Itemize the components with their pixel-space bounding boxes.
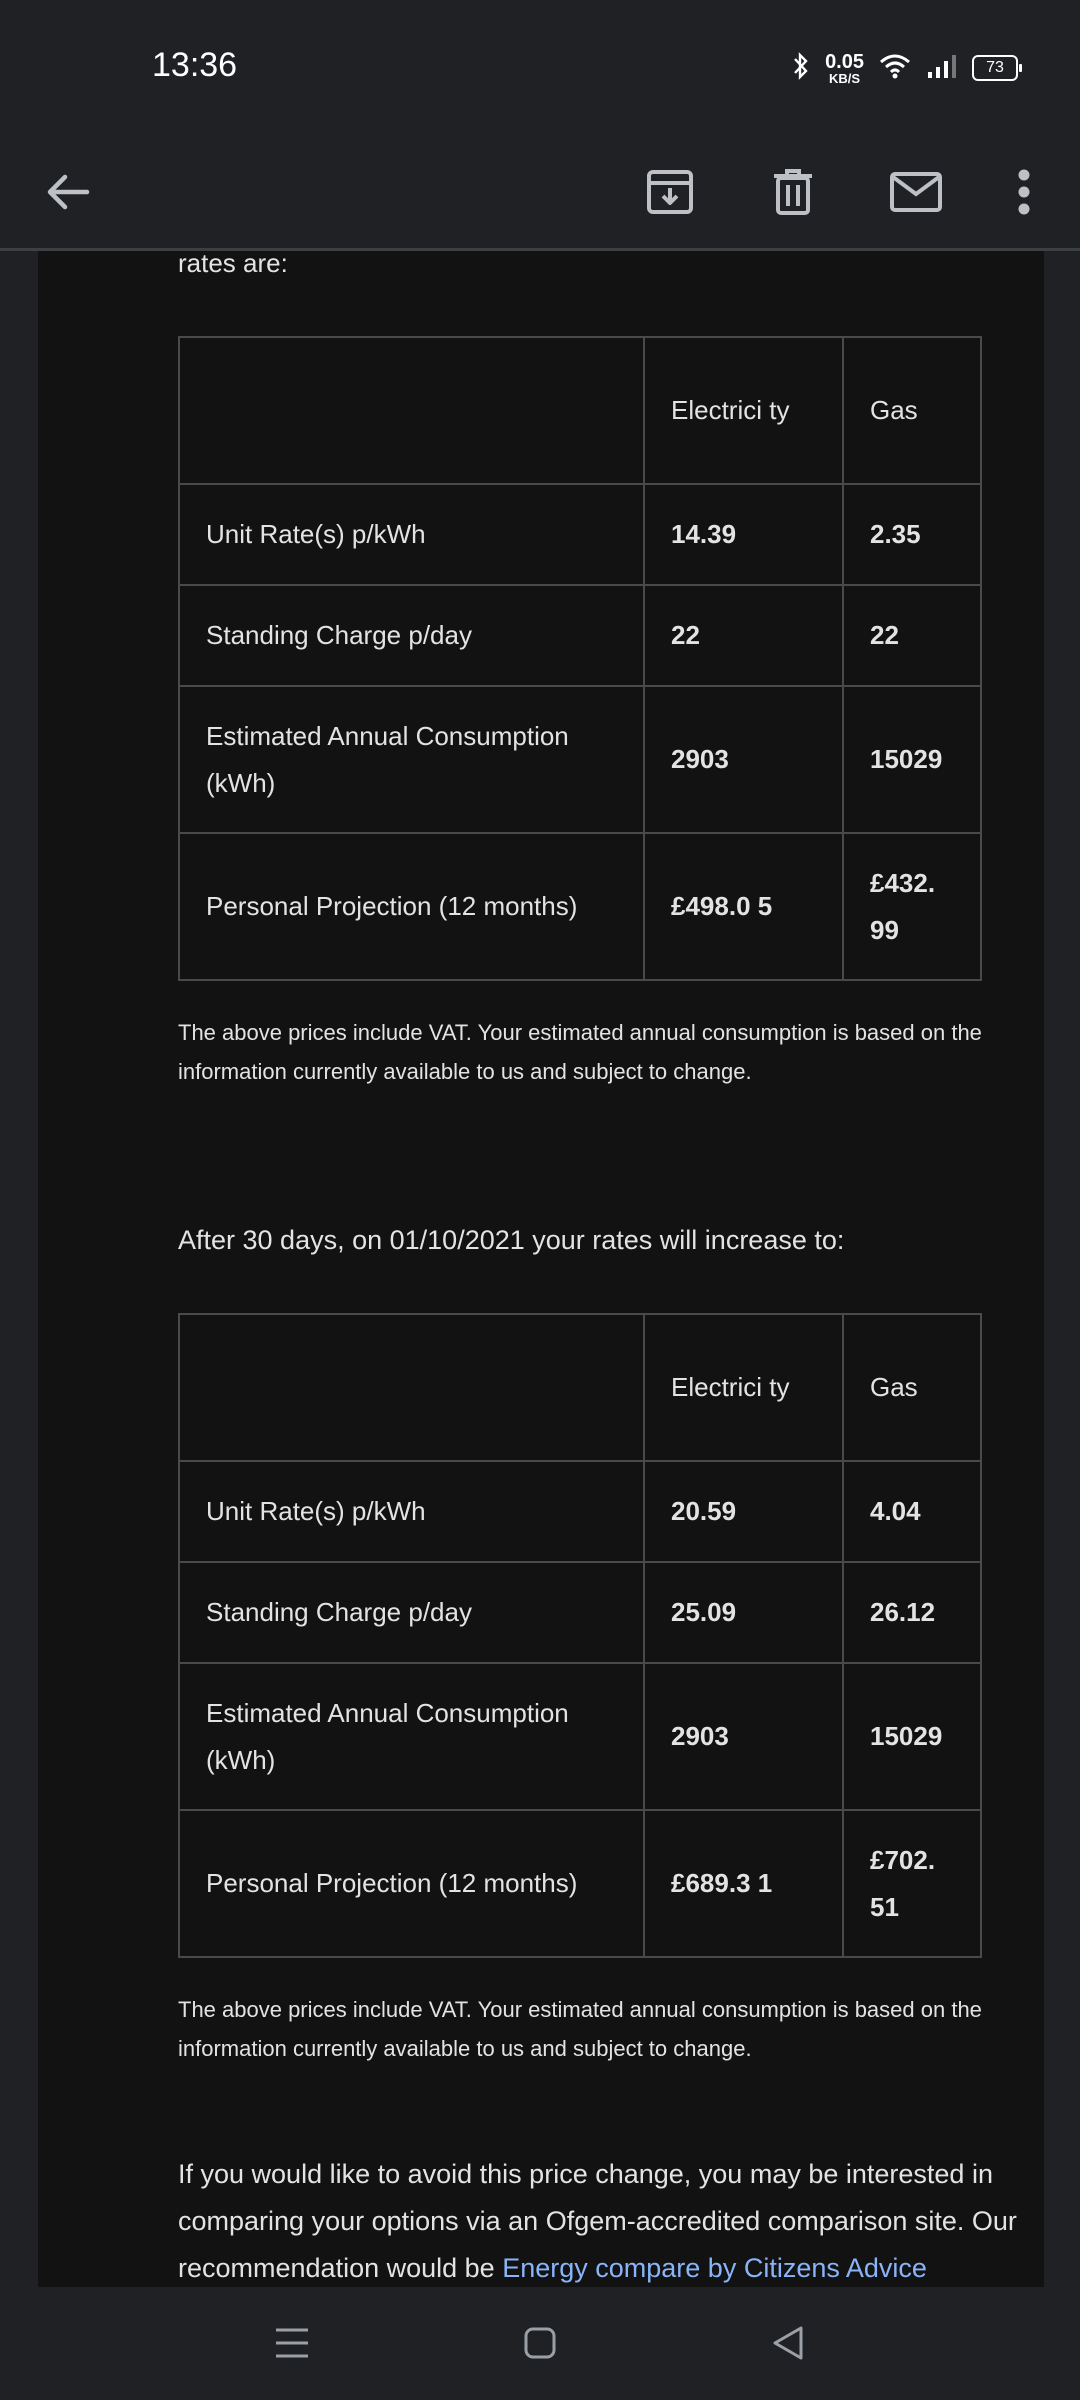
status-bar [0,0,1080,136]
electricity-value: 25.09 [644,1562,843,1663]
table-row [179,585,981,686]
electricity-value: 2903 [644,686,843,833]
current-rates-table [178,336,982,981]
row-label: Personal Projection (12 months) [179,833,644,980]
row-label: Personal Projection (12 months) [179,1810,644,1957]
battery-icon [972,55,1018,81]
electricity-value: £498.0 5 [644,833,843,980]
vat-note: The above prices include VAT. Your estimated annual consumption is based on the information currently available to us and subject to change. [178,1997,982,2061]
nav-back-icon[interactable] [756,2317,820,2369]
table-row [179,1562,981,1663]
electricity-value: £689.3 1 [644,1810,843,1957]
closing-text: If you would like to avoid this price change, you may be interested in comparing your options via an Ofgem-accredited comparison site. Our recommendation would be [178,2159,1017,2283]
electricity-value: 14.39 [644,484,843,585]
gas-value: £702. 51 [843,1810,981,1957]
gas-value: 2.35 [843,484,981,585]
email-body [38,251,1044,2287]
mail-icon[interactable] [878,154,954,230]
email-content[interactable] [0,251,1080,2287]
status-time: 13:36 [152,46,238,84]
header-cell [179,337,644,484]
archive-icon[interactable] [632,154,708,230]
gas-value: 22 [843,585,981,686]
header-cell: Electrici ty [644,1314,843,1461]
row-label: Estimated Annual Consumption (kWh) [179,1663,644,1810]
row-label: Standing Charge p/day [179,1562,644,1663]
row-label: Standing Charge p/day [179,585,644,686]
header-cell: Gas [843,1314,981,1461]
trash-icon[interactable] [755,154,831,230]
recents-icon[interactable] [260,2317,324,2369]
vat-note: The above prices include VAT. Your estimated annual consumption is based on the information currently available to us and subject to change. [178,1020,982,1084]
gas-value: 15029 [843,686,981,833]
header-cell: Electrici ty [644,337,843,484]
row-label: Unit Rate(s) p/kWh [179,1461,644,1562]
network-speed [825,52,864,85]
citizens-advice-link[interactable]: Energy compare by Citizens Advice [502,2253,927,2283]
status-icons [791,48,1018,88]
table-row [179,484,981,585]
table-row [179,686,981,833]
battery-level: 73 [986,59,1004,76]
table-row [179,833,981,980]
intro-text: rates are: [178,251,288,278]
gas-value: 26.12 [843,1562,981,1663]
electricity-value: 22 [644,585,843,686]
new-rates-table [178,1313,982,1958]
bluetooth-icon [791,51,811,86]
arrow-back-icon[interactable] [30,154,106,230]
home-icon[interactable] [508,2317,572,2369]
table-row [179,1663,981,1810]
gas-value: 15029 [843,1663,981,1810]
gas-value: 4.04 [843,1461,981,1562]
network-speed-unit: KB/S [829,70,861,86]
app-bar [0,136,1080,251]
row-label: Estimated Annual Consumption (kWh) [179,686,644,833]
wifi-icon [878,52,912,85]
table-header-row [179,1314,981,1461]
closing-paragraph [178,2151,1038,2287]
table-row [179,1461,981,1562]
gas-value: £432. 99 [843,833,981,980]
rate-increase-text: After 30 days, on 01/10/2021 your rates will increase to: [178,1225,845,1255]
network-speed-value: 0.05 [825,50,864,73]
electricity-value: 20.59 [644,1461,843,1562]
row-label: Unit Rate(s) p/kWh [179,484,644,585]
electricity-value: 2903 [644,1663,843,1810]
header-cell [179,1314,644,1461]
table-row [179,1810,981,1957]
table-header-row [179,337,981,484]
signal-icon [926,52,958,85]
header-cell: Gas [843,337,981,484]
more-vert-icon[interactable] [986,154,1062,230]
system-nav-bar [0,2287,1080,2400]
